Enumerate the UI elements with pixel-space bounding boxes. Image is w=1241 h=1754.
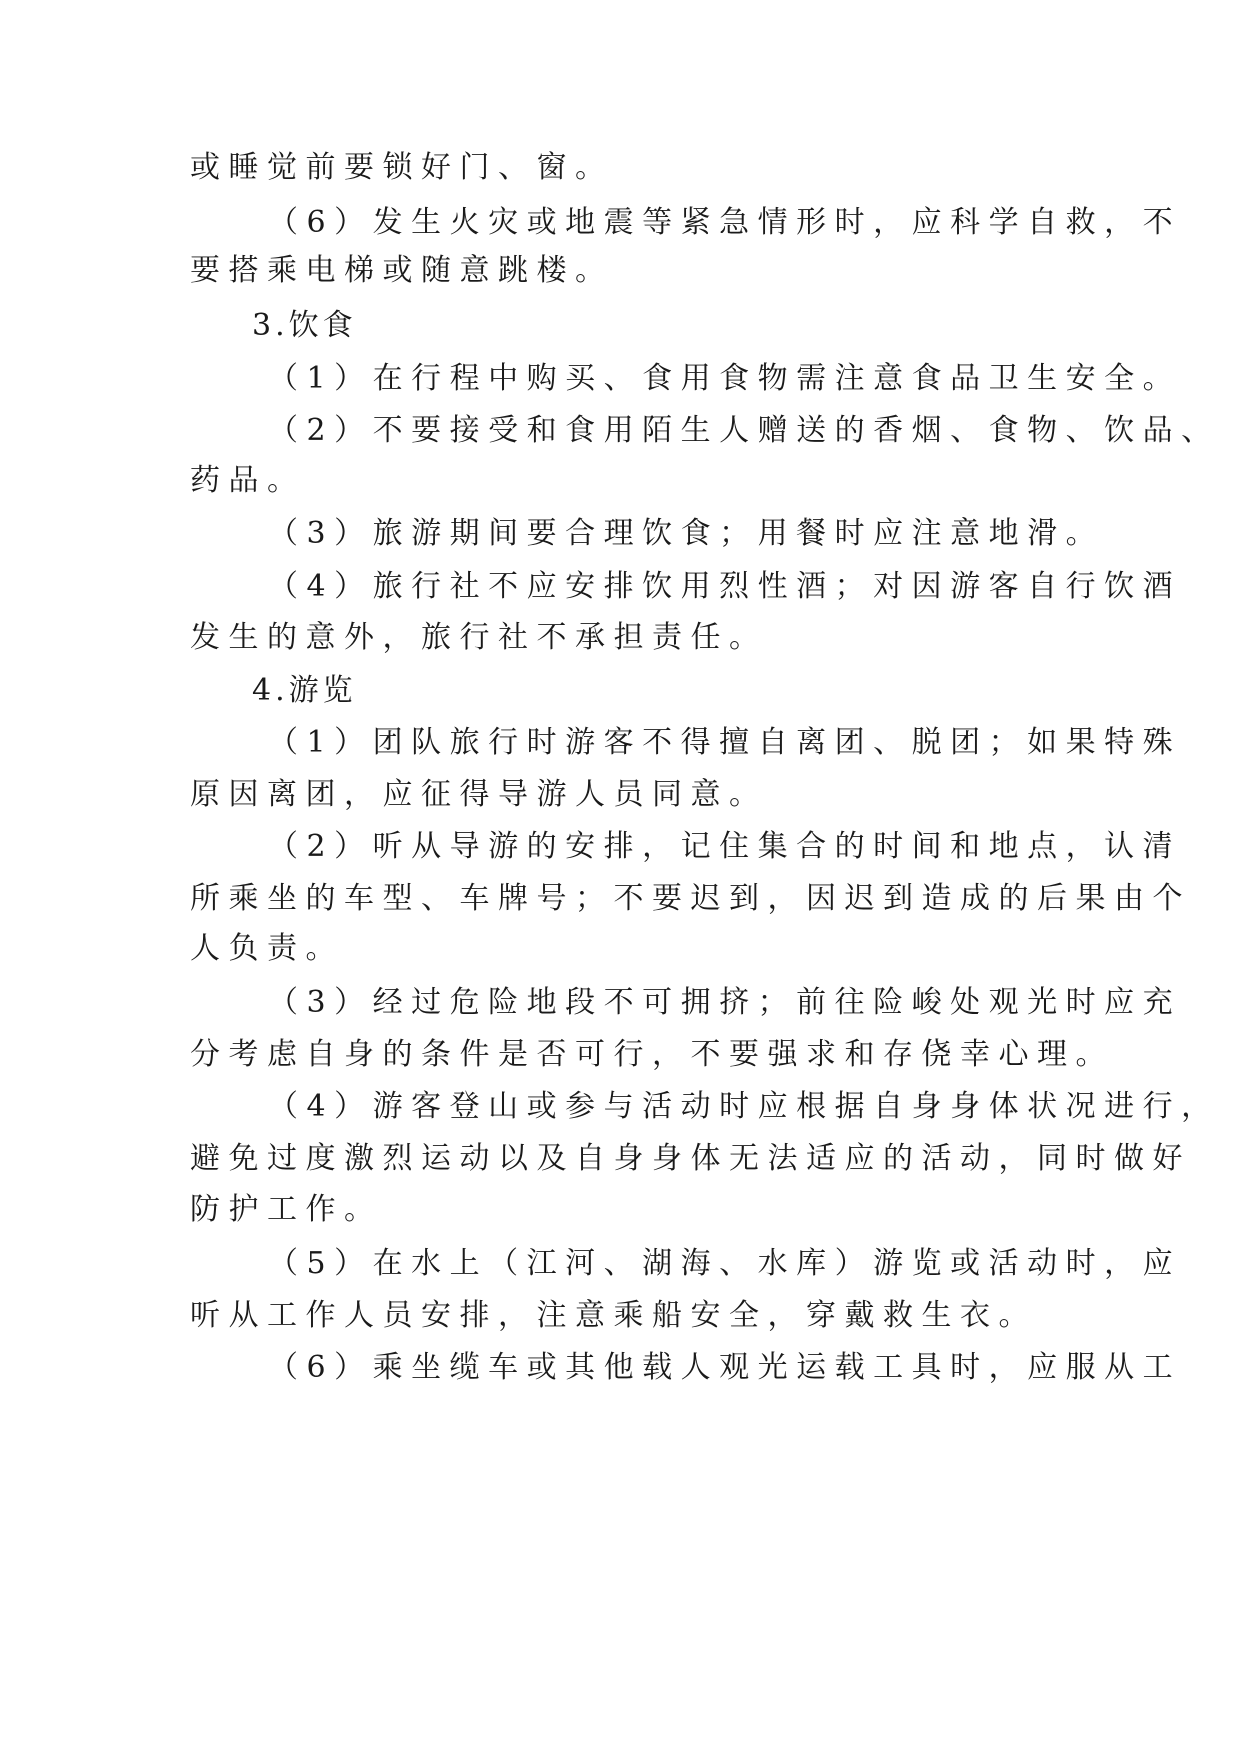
body-text-line: 药品。 <box>190 463 306 498</box>
body-text-line: 避免过度激烈运动以及自身身体无法适应的活动，同时做好 <box>190 1141 1191 1176</box>
list-item-text: （3）经过危险地段不可拥挤；前往险峻处观光时应充 <box>268 985 1182 1020</box>
body-text-line: 所乘坐的车型、车牌号；不要迟到，因迟到造成的后果由个 <box>190 881 1191 916</box>
body-text-line: 发生的意外，旅行社不承担责任。 <box>190 620 768 655</box>
list-item-text: （1）团队旅行时游客不得擅自离团、脱团；如果特殊 <box>268 725 1182 760</box>
list-item-text: （1）在行程中购买、食用食物需注意食品卫生安全。 <box>268 361 1182 396</box>
section-heading: 4.游览 <box>252 673 357 708</box>
body-text-line: 分考虑自身的条件是否可行，不要强求和存侥幸心理。 <box>190 1037 1114 1072</box>
body-text-line: 要搭乘电梯或随意跳楼。 <box>190 253 614 288</box>
list-item-text: （6）乘坐缆车或其他载人观光运载工具时，应服从工 <box>268 1350 1182 1385</box>
list-item-text: （3）旅游期间要合理饮食；用餐时应注意地滑。 <box>268 516 1105 551</box>
list-item-text: （5）在水上（江河、湖海、水库）游览或活动时，应 <box>268 1246 1182 1281</box>
list-item-text: （4）旅行社不应安排饮用烈性酒；对因游客自行饮酒 <box>268 569 1182 604</box>
body-text-line: 人负责。 <box>190 931 344 966</box>
section-heading: 3.饮食 <box>252 308 357 343</box>
body-text-line: 听从工作人员安排，注意乘船安全，穿戴救生衣。 <box>190 1298 1037 1333</box>
list-item-text: （2）听从导游的安排，记住集合的时间和地点，认清 <box>268 829 1182 864</box>
list-item-text: （6）发生火灾或地震等紧急情形时，应科学自救，不 <box>268 205 1182 240</box>
body-text-line: 防护工作。 <box>190 1192 383 1227</box>
list-item-text: （2）不要接受和食用陌生人赠送的香烟、食物、饮品、 <box>268 413 1220 448</box>
list-item-text: （4）游客登山或参与活动时应根据自身身体状况进行， <box>268 1089 1220 1124</box>
body-text-line: 原因离团，应征得导游人员同意。 <box>190 777 768 812</box>
body-text-line: 或睡觉前要锁好门、窗。 <box>190 150 614 185</box>
